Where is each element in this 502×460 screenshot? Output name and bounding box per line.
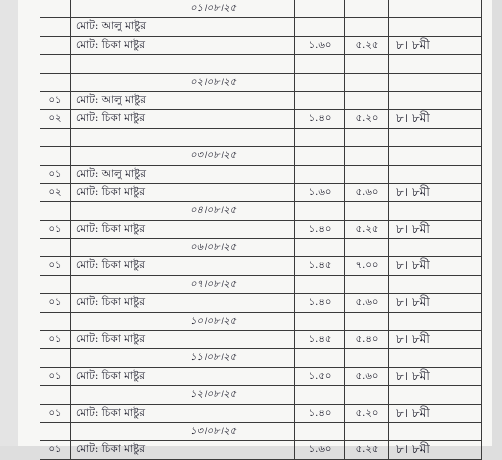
- table-row: [40, 18, 482, 36]
- item-description: মোট: চিকা মাষ্টুর: [76, 296, 146, 309]
- date-heading: ০২।০৮।২৫: [190, 76, 237, 88]
- date-row: [40, 349, 482, 367]
- serial-number: ০১: [48, 223, 62, 235]
- item-description: মোট: চিকা মাষ্টুর: [76, 443, 146, 456]
- table-row: [40, 110, 482, 128]
- quantity-value: ৮। ৮মী: [396, 111, 430, 126]
- date-heading: ০৭।০৮।২৫: [190, 278, 237, 290]
- item-description: মোট: চিকা মাষ্টুর: [76, 333, 146, 346]
- quantity-value: ৮। ৮মী: [396, 221, 430, 236]
- amount-value: ৫.৬০: [355, 186, 379, 198]
- rate-value: ১.৪৫: [308, 260, 332, 272]
- item-description: মোট: চিকা মাষ্টুর: [76, 369, 146, 382]
- rate-value: ১.৬০: [308, 39, 332, 51]
- quantity-value: ৮। ৮মী: [396, 332, 430, 347]
- item-description: মোট: আলু মাষ্টুর: [76, 167, 147, 180]
- item-description: মোট: চিকা মাষ্টুর: [76, 259, 146, 272]
- ledger-page: [18, 0, 492, 457]
- table-row: [40, 221, 482, 239]
- serial-number: ০১: [48, 370, 62, 382]
- blank-row: [40, 55, 482, 73]
- serial-number: [40, 37, 70, 54]
- table-row: [40, 331, 482, 349]
- date-heading: ০৪।০৮।২৫: [190, 205, 237, 217]
- blank-row: [40, 129, 482, 147]
- amount-value: ৭.০০: [355, 260, 379, 272]
- table-row: [40, 184, 482, 202]
- item-description: মোট: চিকা মাষ্টুর: [76, 406, 146, 419]
- serial-number: [40, 18, 70, 35]
- ledger-table: [40, 0, 482, 460]
- quantity-value: ৮। ৮মী: [396, 405, 430, 420]
- serial-number: ০১: [48, 444, 62, 456]
- date-heading: ১১।০৮।২৫: [190, 352, 237, 364]
- page-shadow: [0, 0, 18, 446]
- date-row: [40, 313, 482, 331]
- date-heading: ১০।০৮।২৫: [190, 315, 237, 327]
- amount-value: [346, 166, 388, 183]
- rate-value: ১.৪৫: [308, 334, 332, 346]
- quantity-value: ৮। ৮মী: [396, 368, 430, 383]
- serial-number: ০১: [48, 168, 62, 180]
- rate-value: [296, 166, 344, 183]
- serial-number: ০১: [48, 94, 62, 106]
- rate-value: ১.৬০: [308, 444, 332, 456]
- date-row: [40, 202, 482, 220]
- rate-value: [296, 18, 344, 35]
- rate-value: ১.৪০: [308, 113, 332, 125]
- date-row: [40, 74, 482, 92]
- serial-number: ০২: [48, 113, 62, 125]
- date-row: [40, 147, 482, 165]
- serial-number: ০১: [48, 297, 62, 309]
- rate-value: ১.৪০: [308, 407, 332, 419]
- rate-value: ১.৪০: [308, 297, 332, 309]
- amount-value: ৫.৬০: [355, 370, 379, 382]
- item-description: মোট: চিকা মাষ্টুর: [76, 38, 146, 51]
- amount-value: ৫.৬০: [355, 297, 379, 309]
- date-heading: ১২।০৮।২৫: [190, 389, 237, 401]
- table-row: [40, 37, 482, 55]
- rate-value: [296, 92, 344, 109]
- quantity-value: ৮। ৮মী: [396, 442, 430, 457]
- amount-value: [346, 18, 388, 35]
- serial-number: ০১: [48, 260, 62, 272]
- item-description: মোট: আলু মাষ্টুর: [76, 93, 147, 106]
- amount-value: ৫.২৫: [355, 39, 379, 51]
- date-row: [40, 276, 482, 294]
- quantity-value: ৮। ৮মী: [396, 295, 430, 310]
- quantity-value: [390, 18, 488, 35]
- table-row: [40, 92, 482, 110]
- quantity-value: ৮। ৮মী: [396, 37, 430, 52]
- date-heading: ০৩।০৮।২৫: [190, 150, 237, 162]
- rate-value: ১.৪০: [308, 223, 332, 235]
- quantity-value: ৮। ৮মী: [396, 258, 430, 273]
- rate-value: ১.৫০: [308, 370, 332, 382]
- date-row: [40, 423, 482, 441]
- rate-value: ১.৬০: [308, 186, 332, 198]
- amount-value: ৫.২৫: [355, 223, 379, 235]
- item-description: মোট: চিকা মাষ্টুর: [76, 222, 146, 235]
- table-row: [40, 294, 482, 312]
- item-description: মোট: চিকা মাষ্টুর: [76, 112, 146, 125]
- table-row: [40, 441, 482, 459]
- amount-value: [346, 92, 388, 109]
- item-description: মোট: চিকা মাষ্টুর: [76, 185, 146, 198]
- date-row: [40, 386, 482, 404]
- quantity-value: [390, 92, 488, 109]
- date-row: [40, 0, 482, 18]
- date-heading: ১৩।০৮।২৫: [190, 425, 237, 437]
- date-heading: ০৬।০৮।২৫: [190, 242, 237, 254]
- serial-number: ০২: [48, 186, 62, 198]
- item-description: মোট: আলু মাষ্টুর: [76, 20, 147, 33]
- amount-value: ৫.২৫: [355, 444, 379, 456]
- serial-number: ০১: [48, 334, 62, 346]
- quantity-value: [390, 166, 488, 183]
- date-heading: ০১।০৮।২৫: [190, 3, 237, 14]
- table-row: [40, 166, 482, 184]
- amount-value: ৫.২০: [355, 113, 379, 125]
- serial-number: ০১: [48, 407, 62, 419]
- amount-value: ৫.২০: [355, 407, 379, 419]
- table-row: [40, 257, 482, 275]
- table-row: [40, 405, 482, 423]
- amount-value: ৫.৪০: [355, 334, 379, 346]
- table-row: [40, 368, 482, 386]
- date-row: [40, 239, 482, 257]
- quantity-value: ৮। ৮মী: [396, 184, 430, 199]
